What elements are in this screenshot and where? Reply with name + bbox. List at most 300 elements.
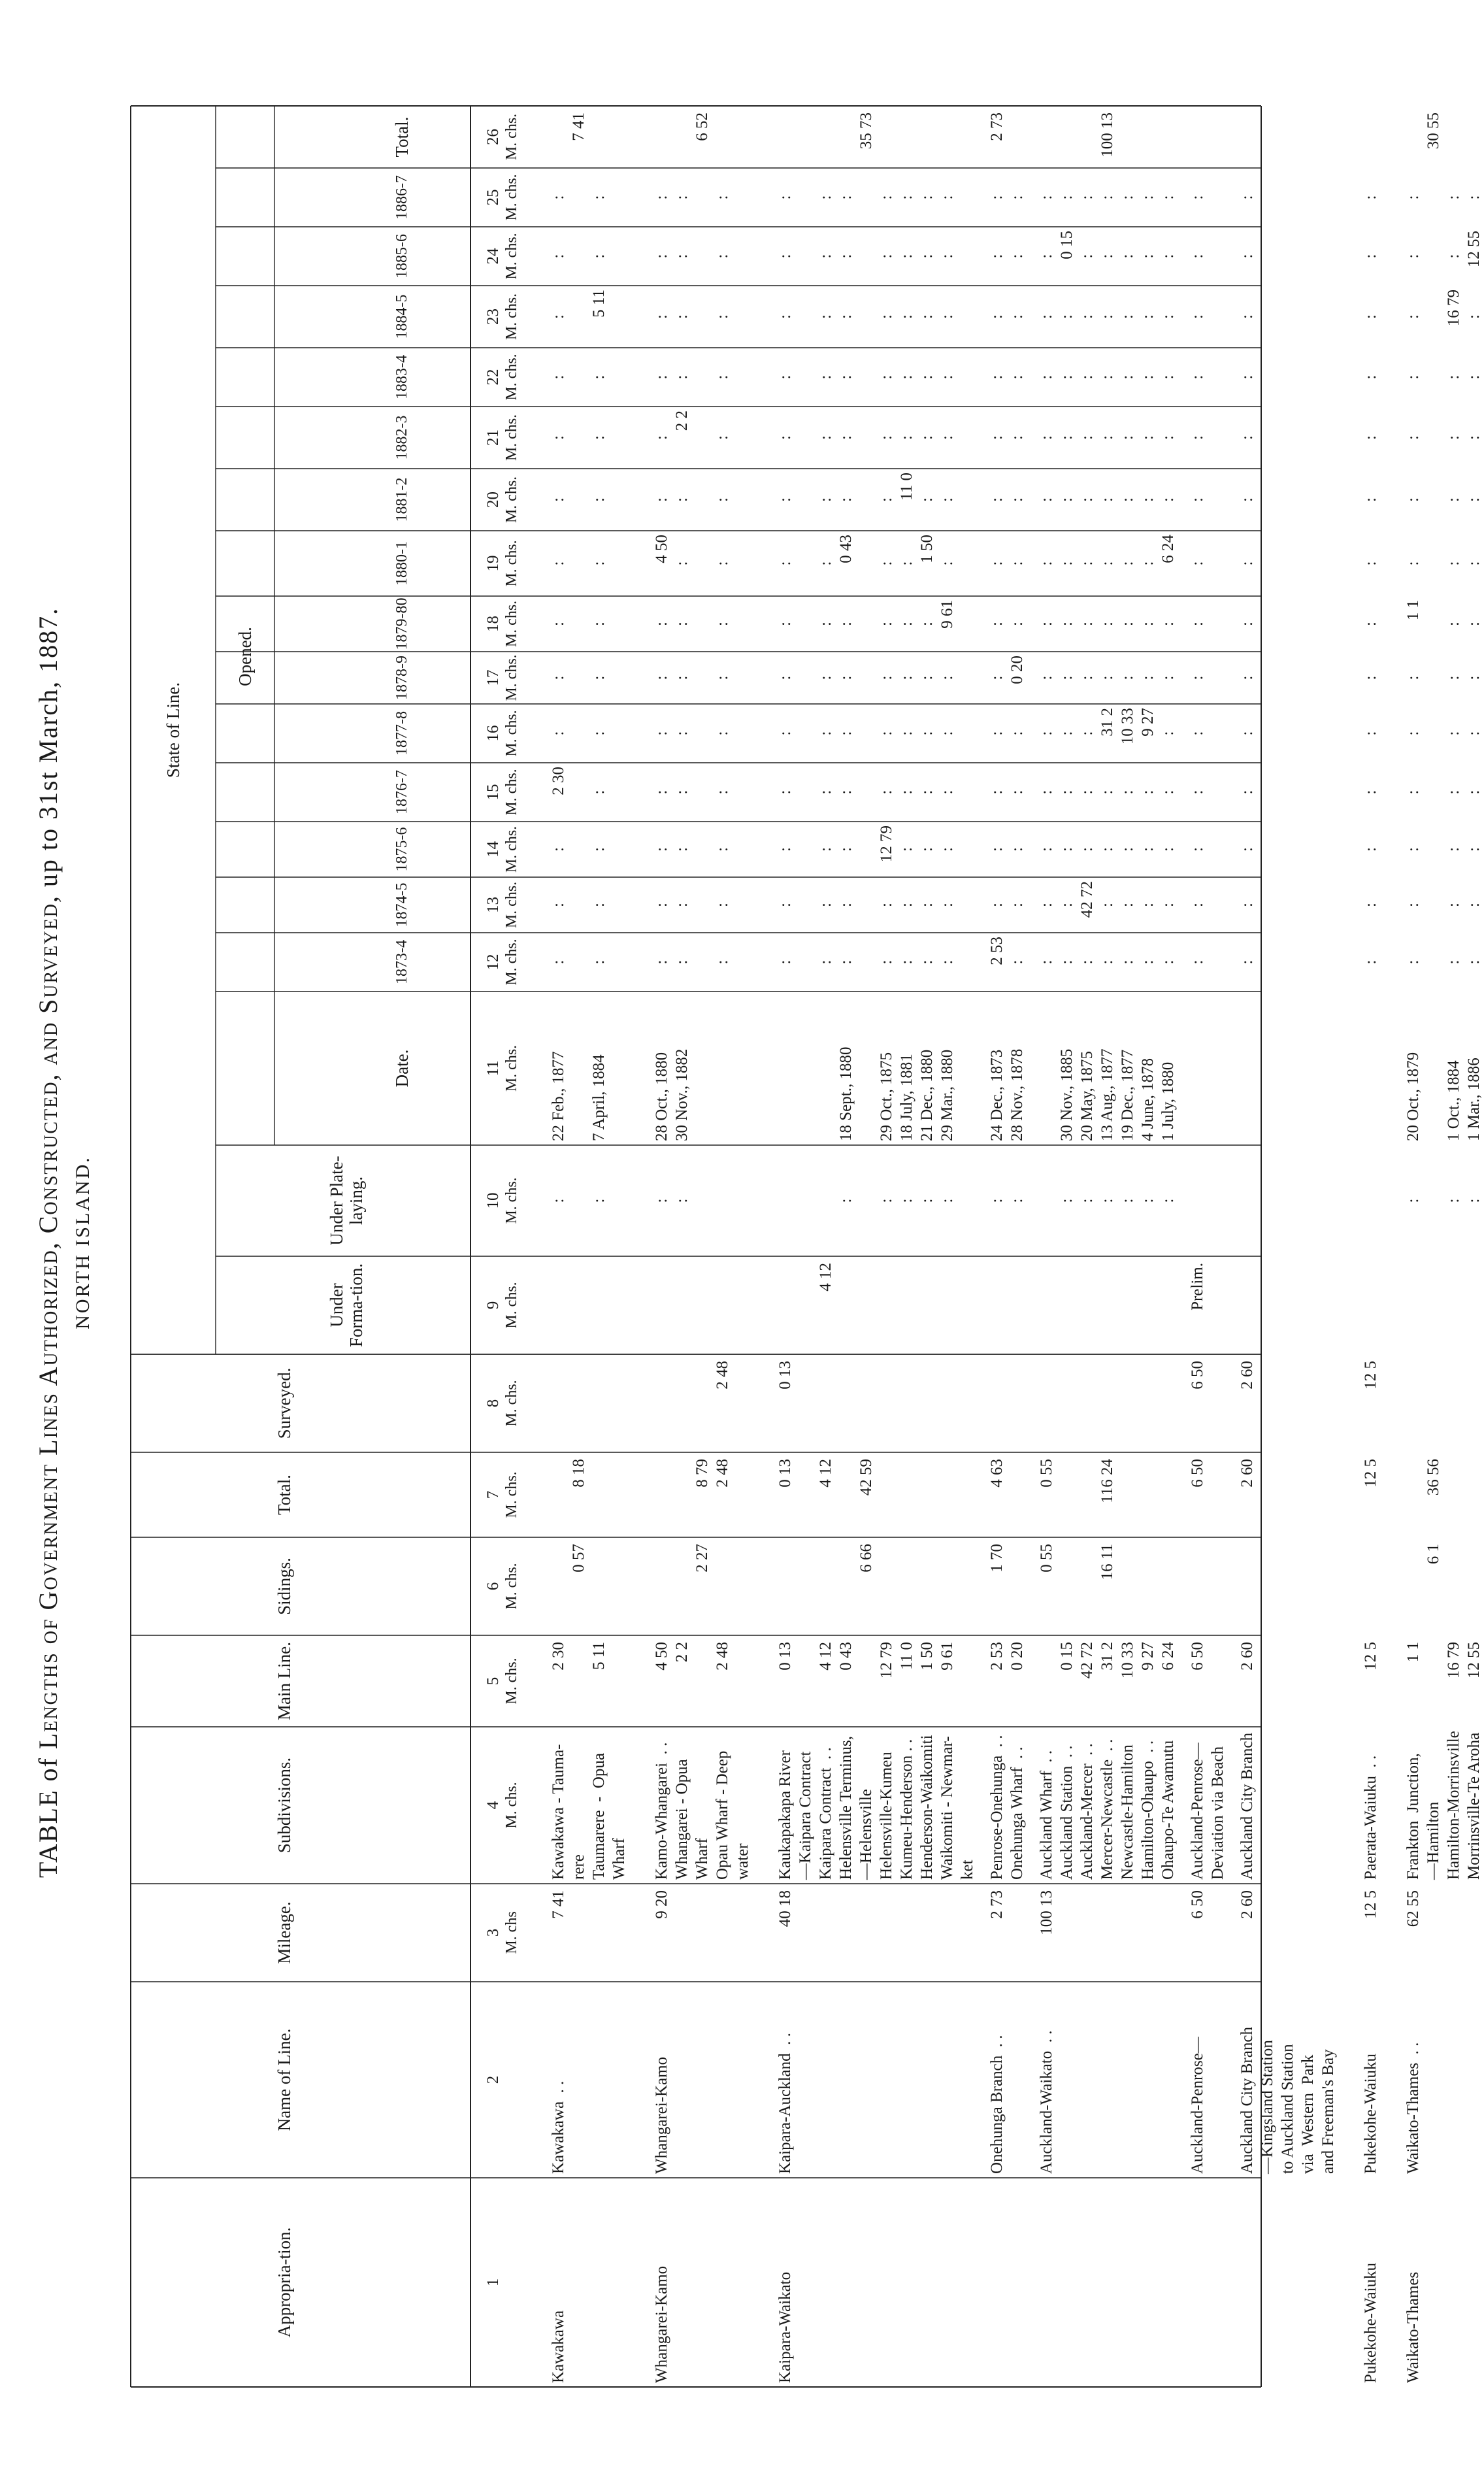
placeholder-dots: :	[714, 959, 731, 965]
total-header: Total.	[274, 1475, 294, 1515]
surveyed-header: Surveyed.	[274, 1367, 294, 1439]
column-number: 19	[484, 555, 502, 572]
line-name: Auckland City Branch	[1238, 2027, 1256, 2174]
placeholder-dots: :	[1404, 790, 1422, 795]
main-line-value: 0 15	[1058, 1642, 1076, 1671]
placeholder-dots: :	[1078, 195, 1096, 200]
placeholder-dots: :	[550, 375, 567, 380]
placeholder-dots: :	[1445, 903, 1462, 907]
surveyed-value: 0 13	[776, 1361, 794, 1390]
placeholder-dots: :	[1465, 561, 1483, 566]
placeholder-dots: :	[1465, 435, 1483, 440]
subdivision: Hamilton-Ohaupo . .	[1139, 1740, 1157, 1880]
placeholder-dots: :	[673, 622, 691, 626]
placeholder-dots: :	[918, 195, 936, 200]
placeholder-dots: :	[550, 959, 567, 965]
placeholder-dots: :	[1139, 1198, 1157, 1203]
placeholder-dots: :	[898, 561, 915, 566]
placeholder-dots: :	[1404, 675, 1422, 680]
column-number: 12	[484, 954, 502, 971]
placeholder-dots: :	[776, 314, 794, 319]
placeholder-dots: :	[1238, 375, 1256, 380]
unit-label: M. chs.	[503, 1044, 520, 1092]
placeholder-dots: :	[1119, 561, 1136, 566]
column-number: 4	[484, 1801, 502, 1810]
placeholder-dots: :	[673, 731, 691, 736]
placeholder-dots: :	[938, 195, 956, 200]
placeholder-dots: :	[837, 959, 855, 965]
placeholder-dots: :	[1189, 375, 1206, 380]
placeholder-dots: :	[938, 435, 956, 440]
placeholder-dots: :	[550, 622, 567, 626]
placeholder-dots: :	[1098, 195, 1116, 200]
year-value: 2 2	[673, 410, 691, 431]
placeholder-dots: :	[590, 675, 608, 680]
line-name: Pukekohe-Waiuku	[1362, 2053, 1379, 2174]
appropriation-name: Waikato-Thames	[1404, 2271, 1422, 2383]
subdivision: Paerata-Waiuku . .	[1362, 1755, 1379, 1880]
subdivision: —Helensville	[857, 1789, 875, 1880]
placeholder-dots: :	[1238, 314, 1256, 319]
surveyed-value: 2 60	[1238, 1361, 1256, 1390]
formation-value: Prelim.	[1189, 1263, 1206, 1310]
year-value: 5 11	[590, 290, 608, 318]
unit-label: M. chs.	[503, 293, 520, 341]
year-value: 1 1	[1404, 600, 1422, 621]
placeholder-dots: :	[1362, 847, 1379, 852]
placeholder-dots: :	[776, 622, 794, 626]
placeholder-dots: :	[817, 314, 834, 319]
placeholder-dots: :	[590, 1198, 608, 1203]
placeholder-dots: :	[1078, 847, 1096, 852]
placeholder-dots: :	[1159, 314, 1177, 319]
subdivision: Ohaupo-Te Awamutu	[1159, 1740, 1177, 1880]
date-opened: 28 Nov., 1878	[1008, 1048, 1026, 1141]
placeholder-dots: :	[837, 622, 855, 626]
placeholder-dots: :	[1189, 561, 1206, 566]
placeholder-dots: :	[1008, 254, 1026, 259]
line-name: Kawakawa . .	[550, 2080, 567, 2174]
placeholder-dots: :	[673, 903, 691, 907]
placeholder-dots: :	[837, 903, 855, 907]
subdivision: Auckland Wharf . .	[1038, 1750, 1055, 1880]
placeholder-dots: :	[1238, 254, 1256, 259]
column-number: 7	[484, 1490, 502, 1499]
subdivision: rere	[570, 1854, 587, 1880]
placeholder-dots: :	[1008, 1198, 1026, 1203]
subdivision: Taumarere - Opua	[590, 1753, 608, 1880]
placeholder-dots: :	[1362, 731, 1379, 736]
main-line-value: 1 1	[1404, 1642, 1422, 1663]
placeholder-dots: :	[1058, 847, 1076, 852]
placeholder-dots: :	[837, 195, 855, 200]
main-line-value: 2 30	[550, 1642, 567, 1671]
column-number: 17	[484, 669, 502, 686]
placeholder-dots: :	[1404, 497, 1422, 502]
placeholder-dots: :	[817, 561, 834, 566]
column-number: 14	[484, 841, 502, 858]
appropriation-header: Appropria-tion.	[274, 2227, 294, 2338]
placeholder-dots: :	[1189, 314, 1206, 319]
placeholder-dots: :	[653, 790, 670, 795]
placeholder-dots: :	[1038, 497, 1055, 502]
placeholder-dots: :	[590, 561, 608, 566]
placeholder-dots: :	[550, 731, 567, 736]
placeholder-dots: :	[1445, 675, 1462, 680]
placeholder-dots: :	[1078, 1198, 1096, 1203]
placeholder-dots: :	[918, 847, 936, 852]
placeholder-dots: :	[1119, 959, 1136, 965]
placeholder-dots: :	[898, 254, 915, 259]
placeholder-dots: :	[1362, 435, 1379, 440]
placeholder-dots: :	[878, 375, 895, 380]
date-opened: 28 Oct., 1880	[653, 1052, 670, 1141]
placeholder-dots: :	[590, 375, 608, 380]
unit-label: M. chs.	[503, 1782, 520, 1829]
placeholder-dots: :	[1189, 622, 1206, 626]
placeholder-dots: :	[1058, 1198, 1076, 1203]
placeholder-dots: :	[938, 847, 956, 852]
placeholder-dots: :	[1119, 254, 1136, 259]
placeholder-dots: :	[1078, 675, 1096, 680]
placeholder-dots: :	[988, 675, 1006, 680]
placeholder-dots: :	[550, 675, 567, 680]
placeholder-dots: :	[1465, 1198, 1483, 1203]
placeholder-dots: :	[653, 435, 670, 440]
appropriation-name: Pukekohe-Waiuku	[1362, 2262, 1379, 2383]
main-line-value: 6 50	[1189, 1642, 1206, 1671]
placeholder-dots: :	[938, 1198, 956, 1203]
placeholder-dots: :	[918, 959, 936, 965]
placeholder-dots: :	[817, 254, 834, 259]
unit-label: M. chs.	[503, 354, 520, 401]
placeholder-dots: :	[878, 314, 895, 319]
total-value: 8 18	[570, 1459, 587, 1488]
main-line-value: 2 2	[673, 1642, 691, 1663]
placeholder-dots: :	[1119, 903, 1136, 907]
subdivision: Kaukapakapa River	[776, 1750, 794, 1880]
placeholder-dots: :	[1058, 675, 1076, 680]
placeholder-dots: :	[837, 254, 855, 259]
unit-label: M. chs.	[503, 881, 520, 929]
unit-label: M. chs.	[503, 540, 520, 587]
placeholder-dots: :	[1238, 497, 1256, 502]
placeholder-dots: :	[1098, 790, 1116, 795]
placeholder-dots: :	[988, 497, 1006, 502]
surveyed-value: 2 48	[714, 1361, 731, 1390]
placeholder-dots: :	[714, 903, 731, 907]
surveyed-value: 12 5	[1362, 1361, 1379, 1390]
year-header: 1884-5	[393, 294, 410, 339]
placeholder-dots: :	[1078, 561, 1096, 566]
total-value: 12 5	[1362, 1459, 1379, 1488]
placeholder-dots: :	[988, 790, 1006, 795]
placeholder-dots: :	[590, 847, 608, 852]
placeholder-dots: :	[1078, 622, 1096, 626]
placeholder-dots: :	[653, 847, 670, 852]
placeholder-dots: :	[1189, 254, 1206, 259]
placeholder-dots: :	[1465, 622, 1483, 626]
placeholder-dots: :	[837, 731, 855, 736]
placeholder-dots: :	[1465, 675, 1483, 680]
placeholder-dots: :	[1189, 435, 1206, 440]
placeholder-dots: :	[817, 497, 834, 502]
placeholder-dots: :	[1008, 959, 1026, 965]
placeholder-dots: :	[1159, 195, 1177, 200]
opened-header: Opened.	[235, 627, 255, 686]
placeholder-dots: :	[673, 847, 691, 852]
placeholder-dots: :	[1362, 254, 1379, 259]
date-opened: 18 July, 1881	[898, 1054, 915, 1141]
placeholder-dots: :	[1404, 847, 1422, 852]
placeholder-dots: :	[817, 731, 834, 736]
main-line-value: 12 79	[878, 1642, 895, 1679]
placeholder-dots: :	[878, 731, 895, 736]
mileage-value: 2 60	[1238, 1890, 1256, 1919]
placeholder-dots: :	[1189, 497, 1206, 502]
placeholder-dots: :	[673, 675, 691, 680]
placeholder-dots: :	[1098, 435, 1116, 440]
placeholder-dots: :	[898, 435, 915, 440]
placeholder-dots: :	[918, 622, 936, 626]
placeholder-dots: :	[938, 254, 956, 259]
total-final-value: 7 41	[570, 112, 587, 141]
subdivision: —Kaipara Contract	[797, 1751, 814, 1880]
main-line-value: 4 12	[817, 1642, 834, 1671]
placeholder-dots: :	[1465, 731, 1483, 736]
placeholder-dots: :	[1038, 903, 1055, 907]
placeholder-dots: :	[1159, 903, 1177, 907]
placeholder-dots: :	[918, 435, 936, 440]
placeholder-dots: :	[1159, 375, 1177, 380]
unit-label: M. chs.	[503, 710, 520, 757]
mileage-value: 9 20	[653, 1890, 670, 1919]
formation-value: 4 12	[817, 1263, 834, 1292]
placeholder-dots: :	[1008, 847, 1026, 852]
placeholder-dots: :	[1078, 959, 1096, 965]
placeholder-dots: :	[878, 1198, 895, 1203]
date-opened: 7 April, 1884	[590, 1054, 608, 1141]
placeholder-dots: :	[776, 195, 794, 200]
placeholder-dots: :	[898, 1198, 915, 1203]
placeholder-dots: :	[653, 497, 670, 502]
placeholder-dots: :	[878, 195, 895, 200]
placeholder-dots: :	[776, 847, 794, 852]
placeholder-dots: :	[1098, 847, 1116, 852]
column-number: 20	[484, 492, 502, 508]
placeholder-dots: :	[1038, 675, 1055, 680]
placeholder-dots: :	[1445, 561, 1462, 566]
line-name: Auckland-Waikato . .	[1038, 2030, 1055, 2174]
placeholder-dots: :	[1098, 903, 1116, 907]
date-opened: 19 Dec., 1877	[1119, 1049, 1136, 1141]
year-value: 2 53	[988, 937, 1006, 965]
placeholder-dots: :	[1098, 254, 1116, 259]
line-name-continued: to Auckland Station	[1279, 2044, 1296, 2174]
unit-label: M. chs.	[503, 1471, 520, 1518]
placeholder-dots: :	[1139, 561, 1157, 566]
placeholder-dots: :	[590, 254, 608, 259]
subdivision: Helensville-Kumeu	[878, 1752, 895, 1880]
main-line-value: 9 61	[938, 1642, 956, 1671]
year-header: 1886-7	[393, 175, 410, 220]
surveyed-value: 6 50	[1189, 1361, 1206, 1390]
placeholder-dots: :	[1404, 195, 1422, 200]
main-line-value: 1 50	[918, 1642, 936, 1671]
placeholder-dots: :	[1159, 731, 1177, 736]
placeholder-dots: :	[653, 375, 670, 380]
placeholder-dots: :	[1058, 497, 1076, 502]
main-line-header: Main Line.	[274, 1642, 294, 1720]
line-name-continued: —Kingsland Station	[1259, 2040, 1276, 2174]
placeholder-dots: :	[1238, 790, 1256, 795]
placeholder-dots: :	[1119, 622, 1136, 626]
placeholder-dots: :	[1445, 497, 1462, 502]
placeholder-dots: :	[1058, 314, 1076, 319]
placeholder-dots: :	[673, 254, 691, 259]
placeholder-dots: :	[550, 1198, 567, 1203]
placeholder-dots: :	[1078, 375, 1096, 380]
placeholder-dots: :	[1445, 847, 1462, 852]
placeholder-dots: :	[918, 254, 936, 259]
main-line-value: 6 24	[1159, 1642, 1177, 1671]
subdivision: Auckland City Branch	[1238, 1733, 1256, 1880]
placeholder-dots: :	[1465, 847, 1483, 852]
placeholder-dots: :	[878, 435, 895, 440]
total-final-value: 100 13	[1098, 112, 1116, 158]
placeholder-dots: :	[918, 731, 936, 736]
placeholder-dots: :	[590, 622, 608, 626]
placeholder-dots: :	[1008, 622, 1026, 626]
column-number: 25	[484, 189, 502, 206]
column-number: 10	[484, 1192, 502, 1209]
year-value: 2 30	[550, 767, 567, 795]
main-line-value: 12 55	[1465, 1642, 1483, 1679]
placeholder-dots: :	[1058, 903, 1076, 907]
unit-label: M. chs.	[503, 414, 520, 461]
placeholder-dots: :	[653, 959, 670, 965]
placeholder-dots: :	[837, 790, 855, 795]
placeholder-dots: :	[673, 314, 691, 319]
placeholder-dots: :	[1038, 847, 1055, 852]
sidings-value: 6 66	[857, 1544, 875, 1573]
placeholder-dots: :	[1189, 195, 1206, 200]
placeholder-dots: :	[550, 561, 567, 566]
placeholder-dots: :	[1159, 622, 1177, 626]
year-value: 9 27	[1139, 708, 1157, 737]
placeholder-dots: :	[590, 497, 608, 502]
mileage-header: Mileage.	[274, 1901, 294, 1964]
placeholder-dots: :	[988, 435, 1006, 440]
placeholder-dots: :	[1159, 959, 1177, 965]
placeholder-dots: :	[1058, 622, 1076, 626]
title-suffix: up to 31st March, 1887.	[33, 607, 63, 888]
placeholder-dots: :	[550, 254, 567, 259]
placeholder-dots: :	[1139, 790, 1157, 795]
placeholder-dots: :	[1465, 375, 1483, 380]
placeholder-dots: :	[1362, 195, 1379, 200]
placeholder-dots: :	[1078, 790, 1096, 795]
main-line-value: 5 11	[590, 1642, 608, 1670]
placeholder-dots: :	[1465, 903, 1483, 907]
subdivision: Kaipara Contract . .	[817, 1747, 834, 1880]
placeholder-dots: :	[1139, 847, 1157, 852]
year-header: 1885-6	[393, 234, 410, 278]
main-line-value: 11 0	[898, 1642, 915, 1670]
placeholder-dots: :	[550, 435, 567, 440]
placeholder-dots: :	[1119, 375, 1136, 380]
placeholder-dots: :	[1008, 435, 1026, 440]
placeholder-dots: :	[1038, 435, 1055, 440]
placeholder-dots: :	[714, 314, 731, 319]
year-header: 1876-7	[393, 770, 410, 814]
placeholder-dots: :	[878, 790, 895, 795]
placeholder-dots: :	[1098, 1198, 1116, 1203]
placeholder-dots: :	[590, 959, 608, 965]
placeholder-dots: :	[1159, 1198, 1177, 1203]
placeholder-dots: :	[776, 561, 794, 566]
title-prefix: TABLE of	[33, 1757, 63, 1878]
placeholder-dots: :	[878, 561, 895, 566]
placeholder-dots: :	[1078, 314, 1096, 319]
subdivision: Whangarei - Opua	[673, 1759, 691, 1880]
placeholder-dots: :	[817, 847, 834, 852]
mileage-value: 12 5	[1362, 1890, 1379, 1919]
date-opened: 20 May, 1875	[1078, 1051, 1096, 1141]
subdivision: Wharf	[693, 1838, 711, 1880]
placeholder-dots: :	[878, 497, 895, 502]
placeholder-dots: :	[1362, 959, 1379, 965]
placeholder-dots: :	[1238, 435, 1256, 440]
column-number: 16	[484, 725, 502, 742]
line-name: Auckland-Penrose—	[1189, 2037, 1206, 2174]
placeholder-dots: :	[1465, 195, 1483, 200]
placeholder-dots: :	[673, 195, 691, 200]
subdivision: Onehunga Wharf . .	[1008, 1746, 1026, 1880]
subdivision: Penrose-Onehunga . .	[988, 1735, 1006, 1880]
sidings-header: Sidings.	[274, 1558, 294, 1615]
year-value: 1 50	[918, 535, 936, 563]
placeholder-dots: :	[988, 847, 1006, 852]
subdivision: Kumeu-Henderson . .	[898, 1739, 915, 1880]
title-lengths: Lengths of Government Lines Authorized, Constructed, and Surveyed,	[33, 895, 63, 1750]
placeholder-dots: :	[1362, 675, 1379, 680]
placeholder-dots: :	[1445, 375, 1462, 380]
year-header: 1877-8	[393, 711, 410, 756]
placeholder-dots: :	[1362, 497, 1379, 502]
column-number: 18	[484, 616, 502, 632]
year-header: 1873-4	[393, 940, 410, 984]
placeholder-dots: :	[1008, 561, 1026, 566]
placeholder-dots: :	[673, 790, 691, 795]
column-number: 23	[484, 309, 502, 325]
placeholder-dots: :	[1139, 195, 1157, 200]
placeholder-dots: :	[1119, 195, 1136, 200]
placeholder-dots: :	[918, 375, 936, 380]
placeholder-dots: :	[776, 375, 794, 380]
placeholder-dots: :	[714, 435, 731, 440]
placeholder-dots: :	[653, 254, 670, 259]
placeholder-dots: :	[878, 254, 895, 259]
placeholder-dots: :	[1445, 790, 1462, 795]
unit-label: M. chs.	[503, 1658, 520, 1705]
date-opened: 13 Aug., 1877	[1098, 1048, 1116, 1141]
unit-label: M. chs.	[503, 233, 520, 280]
subdivision: —Hamilton	[1425, 1801, 1442, 1880]
placeholder-dots: :	[653, 903, 670, 907]
placeholder-dots: :	[1139, 375, 1157, 380]
date-opened: 1 Mar., 1886	[1465, 1058, 1483, 1141]
